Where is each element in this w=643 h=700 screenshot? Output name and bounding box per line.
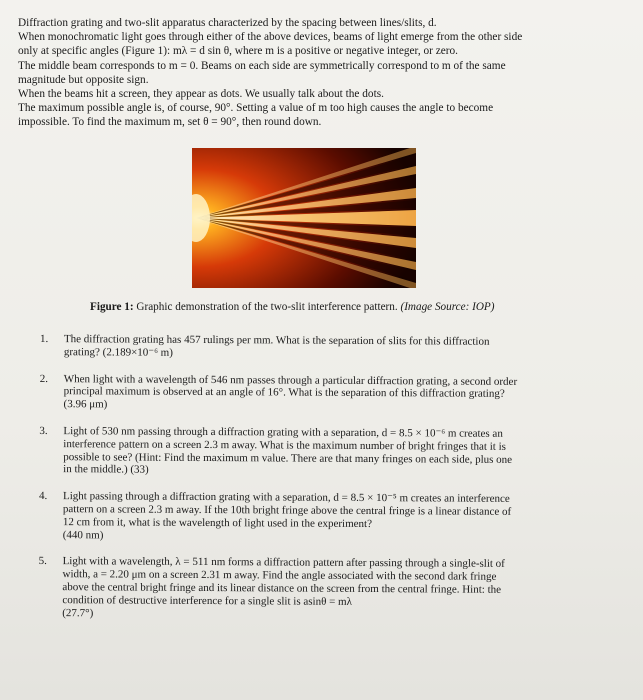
problem-list <box>38 333 615 637</box>
problem-number: 3. <box>39 424 48 438</box>
problem-5 <box>38 555 613 622</box>
problem-line: Light passing through a diffraction grating with a separation, d = 8.5 × 10⁻⁵ m creates an interference <box>62 490 510 506</box>
problem-line: 12 cm from it, what is the wavelength of light used in the experiment? <box>62 515 373 530</box>
problem-number: 2. <box>39 372 49 385</box>
problem-line: pattern on a screen 2.3 m away. If the 10th bright fringe above the central fringe is a linear distance of <box>62 503 512 518</box>
intro-line: The maximum possible angle is, of course, 90°. Setting a value of m too high causes the angle to become <box>18 102 494 115</box>
problem-number: 4. <box>38 490 48 503</box>
problem-3 <box>39 425 614 480</box>
problem-line: in the middle.) (33) <box>63 463 149 477</box>
problem-4 <box>39 490 614 545</box>
problem-line: Light with a wavelength, λ = 511 nm forms a diffraction pattern after passing through a single-slit of <box>62 555 505 571</box>
intro-line: When the beams hit a screen, they appear as dots. We usually talk about the dots. <box>18 88 384 101</box>
problem-line: interference pattern on a screen 2.3 m away. What is the maximum number of bright fringes that it is <box>63 437 506 453</box>
intro-line: only at specific angles (Figure 1): mλ = d sin θ, where m is a positive or negative integer, or zero. <box>18 45 459 58</box>
intro-paragraph <box>18 16 630 130</box>
figure-source: (Image Source: IOP) <box>400 301 495 313</box>
problem-line: possible to see? (Hint: Find the maximum m value. There are that many fringes on each side, plus one <box>63 450 513 466</box>
intro-line: When monochromatic light goes through either of the above devices, beams of light emerge from the other side <box>18 31 523 44</box>
intro-line: Diffraction grating and two-slit apparatus characterized by the spacing between lines/slits, d. <box>18 17 437 29</box>
figure-caption-text: Graphic demonstration of the two-slit interference pattern. <box>136 301 398 313</box>
problem-1 <box>40 333 615 362</box>
problem-line: (3.96 μm) <box>63 398 108 411</box>
interference-pattern-figure <box>192 148 416 288</box>
intro-line: impossible. To find the maximum m, set θ = 90°, then round down. <box>18 116 322 129</box>
problem-number: 5. <box>38 555 47 568</box>
figure-label: Figure 1: <box>90 301 134 313</box>
problem-line: principal maximum is observed at an angle of 16°. What is the separation of this diffraction grating? <box>63 385 505 401</box>
problem-line: (440 nm) <box>62 528 104 541</box>
figure-caption <box>90 301 610 313</box>
problem-line: width, a = 2.20 μm on a screen 2.31 m away. Find the angle associated with the second dark fringe <box>62 568 497 583</box>
problem-line: Light of 530 nm passing through a diffraction grating with a separation, d = 8.5 × 10⁻⁶ m creates an <box>63 425 503 440</box>
problem-line: condition of destructive interference for a single slit is asinθ = mλ <box>62 593 352 608</box>
problem-line: When light with a wavelength of 546 nm passes through a particular diffraction grating, a second order <box>63 372 518 388</box>
intro-line: The middle beam corresponds to m = 0. Beams on each side are symmetrically correspond to m of the same <box>18 59 506 72</box>
problem-line: (27.7°) <box>62 606 94 619</box>
problem-number: 1. <box>39 333 49 346</box>
problem-line: The diffraction grating has 457 rulings per mm. What is the separation of slits for this diffraction <box>63 333 490 348</box>
problem-line: grating? (2.189×10⁻⁶ m) <box>63 345 173 359</box>
problem-2 <box>40 373 615 415</box>
intro-line: magnitude but opposite sign. <box>18 73 149 86</box>
problem-line: above the central bright fringe and its linear distance on the screen from the central fringe. Hint: the <box>62 581 502 596</box>
interference-pattern-graphic <box>192 148 416 288</box>
